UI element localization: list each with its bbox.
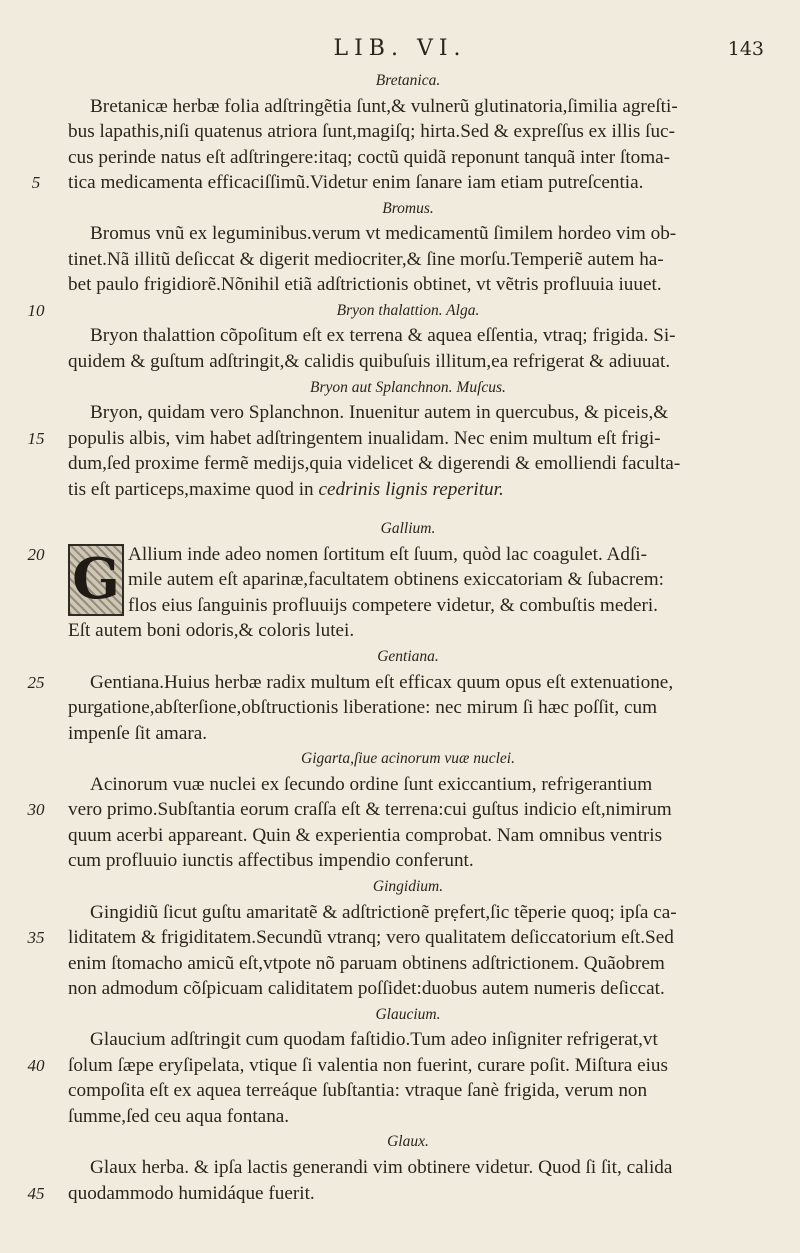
line-text: Eſt autem boni odoris,& coloris lutei. [68,620,355,642]
section-heading [68,1002,748,1028]
text-line [68,900,748,926]
line-text: Gingidiũ ſicut guſtu amaritatẽ & adſtrictionẽ prẹfert,ſic tẽperie quoq; ipſa ca- [90,901,677,923]
text-line [68,145,748,171]
line-text: Allium inde adeo nomen ſortitum eſt ſuum, quòd lac coagulet. Adſi- [128,543,648,565]
line-text: vero primo.Subſtantia eorum craſſa eſt & terrena:cui guſtus indicio eſt,nimirum [68,799,672,821]
text-line [27,1053,748,1079]
line-text: purgatione,abſterſione,obſtructionis liberatione: nec mirum ſi hæc poſſit, cum [68,697,657,719]
text-line [68,772,748,798]
line-text: Bromus. [382,199,434,217]
line-text: tinet.Nã illitũ deſiccat & digerit mediocriter,& ſine morſu.Temperiẽ autem ha- [68,248,664,270]
margin-line-number: 20 [27,544,45,564]
line-text: Bryon aut Splanchnon. Muſcus. [310,378,506,396]
line-text: Gentiana.Huius herbæ radix multum eſt efficax quum opus eſt extenuatione, [90,671,674,693]
line-text: Acinorum vuæ nuclei ex ſecundo ordine ſunt exiccantium, refrigerantium [90,773,653,795]
margin-line-number: 25 [27,672,45,692]
text-line [68,1078,748,1104]
line-text: enim ſtomacho amicũ eſt,vtpote nõ paruam obtinens adſtrictionem. Quãobrem [68,952,665,974]
text-line [68,119,748,145]
line-text: Bryon thalattion cõpoſitum eſt ex terrena & aquea eſſentia, vtraq; frigida. Si- [90,325,676,347]
text-line [68,593,748,619]
text-line [27,1181,748,1207]
text-line [68,567,748,593]
text-line [68,823,748,849]
line-text: bus lapathis,niſi quatenus atriora ſunt,magiſq; hirta.Sed & expreſſus ex illis ſuc- [68,121,675,143]
text-line [68,323,748,349]
section-heading [68,644,748,670]
text-line [68,976,748,1002]
line-text: liditatem & frigiditatem.Secundũ vtranq; vero qualitatem deſiccatorium eſt.Sed [68,927,674,949]
line-text: Gingidium. [372,877,444,895]
text-line [68,247,748,273]
text-line [68,1155,748,1181]
line-text: non admodum cõſpicuam caliditatem poſſidet:duobus autem numeris deſiccat. [68,978,665,1000]
line-text: Glaucium. [375,1005,441,1023]
decorated-initial-letter: G [68,544,124,616]
margin-line-number: 5 [31,173,41,193]
line-text: impenſe ſit amara. [68,722,208,744]
line-text: Bryon, quidam vero Splanchnon. Inuenitur autem in quercubus, & piceis,& [90,402,669,424]
line-text: dum,ſed proxime fermẽ medijs,quia videlicet & digerendi & emolliendi faculta- [68,453,681,475]
line-text: Glaux herba. & ipſa lactis generandi vim obtinere videtur. Quod ſi ſit, calida [90,1156,673,1178]
margin-line-number: 40 [27,1055,45,1075]
line-text: Bretanicæ herbæ folia adſtringẽtia ſunt,& vulnerũ glutinatoria,ſimilia agreſti- [90,95,678,117]
text-line [68,695,748,721]
text-line [68,451,748,477]
page-number: 143 [727,38,764,60]
line-text: flos eius ſanguinis profluuijs competere videtur, & combuſtis mederi. [128,594,658,616]
line-text: Glaucium adſtringit cum quodam faſtidio.Tum adeo inſigniter refrigerat,vt [90,1029,658,1051]
line-text: Bryon thalattion. Alga. [336,301,480,319]
running-title: LIB. VI. [333,36,467,61]
line-text: Glaux. [387,1133,429,1151]
line-text: mile autem eſt aparinæ,facultatem obtinens exiccatoriam & ſubacrem: [128,569,664,591]
text-line [68,1027,748,1053]
text-line [27,426,748,452]
line-text: Bromus vnũ ex leguminibus.verum vt medicamentũ ſimilem hordeo vim ob- [90,223,677,245]
text-line [68,1104,748,1130]
text-line [68,400,748,426]
line-text: tica medicamenta efficaciſſimũ.Videtur enim ſanare iam etiam putreſcentia. [68,172,644,194]
section-heading [68,1129,748,1155]
text-line [68,477,748,503]
text-line [68,618,748,644]
line-text: cus perinde natus eſt adſtringere:itaq; coctũ quidã reponunt tanquã inter ſtoma- [68,146,671,168]
text-line [27,670,748,696]
section-heading [68,68,748,94]
section-heading [68,375,748,401]
text-line [68,272,748,298]
line-text: Gentiana. [377,648,439,666]
text-line [68,349,748,375]
text-line [27,797,748,823]
line-text: populis albis, vim habet adſtringentem inualidam. Nec enim multum eſt frigi- [68,427,661,449]
text-line [68,951,748,977]
line-text: Bretanica. [375,72,441,89]
line-text-italic: cedrinis lignis reperitur. [318,478,504,500]
text-line [27,925,748,951]
text-line [68,721,748,747]
text-block [27,68,748,1206]
margin-line-number: 35 [27,928,45,948]
line-text: ſumme,ſed ceu aqua fontana. [68,1105,290,1127]
line-text: quodammodo humidáque fuerit. [68,1182,315,1204]
line-text: tis eſt particeps,maxime quod in [68,478,319,500]
line-text: cum profluuio iunctis affectibus impendio conferunt. [68,850,474,872]
line-text: quidem & guſtum adſtringit,& calidis quibuſuis illitum,ea refrigerat & adiuuat. [68,351,671,373]
section-heading [68,746,748,772]
running-head [0,36,800,66]
margin-line-number: 45 [27,1183,45,1203]
line-text: bet paulo frigidiorẽ.Nõnihil etiã adſtrictionis obtinet, vt vẽtris profluuia iuuet. [68,274,662,296]
text-line [31,170,748,196]
line-text: quum acerbi appareant. Quin & experientia comprobat. Nam omnibus ventris [68,824,663,846]
section-heading [68,874,748,900]
section-heading [68,516,748,542]
text-line [68,221,748,247]
line-text: Gallium. [380,520,436,538]
text-line [68,848,748,874]
line-text: Gigarta,ſiue acinorum vuæ nuclei. [301,750,515,768]
margin-line-number: 15 [27,428,45,448]
section-heading [27,298,748,324]
margin-line-number: 30 [27,800,45,820]
line-text: compoſita eſt ex aquea terreáque ſubſtantia: vtraque ſanè frigida, verum non [68,1080,648,1102]
section-heading [68,196,748,222]
line-text: ſolum ſæpe eryſipelata, vtique ſi valentia non fuerint, curare poſit. Miſtura eius [68,1054,668,1076]
text-line [68,94,748,120]
margin-line-number: 10 [27,300,45,320]
